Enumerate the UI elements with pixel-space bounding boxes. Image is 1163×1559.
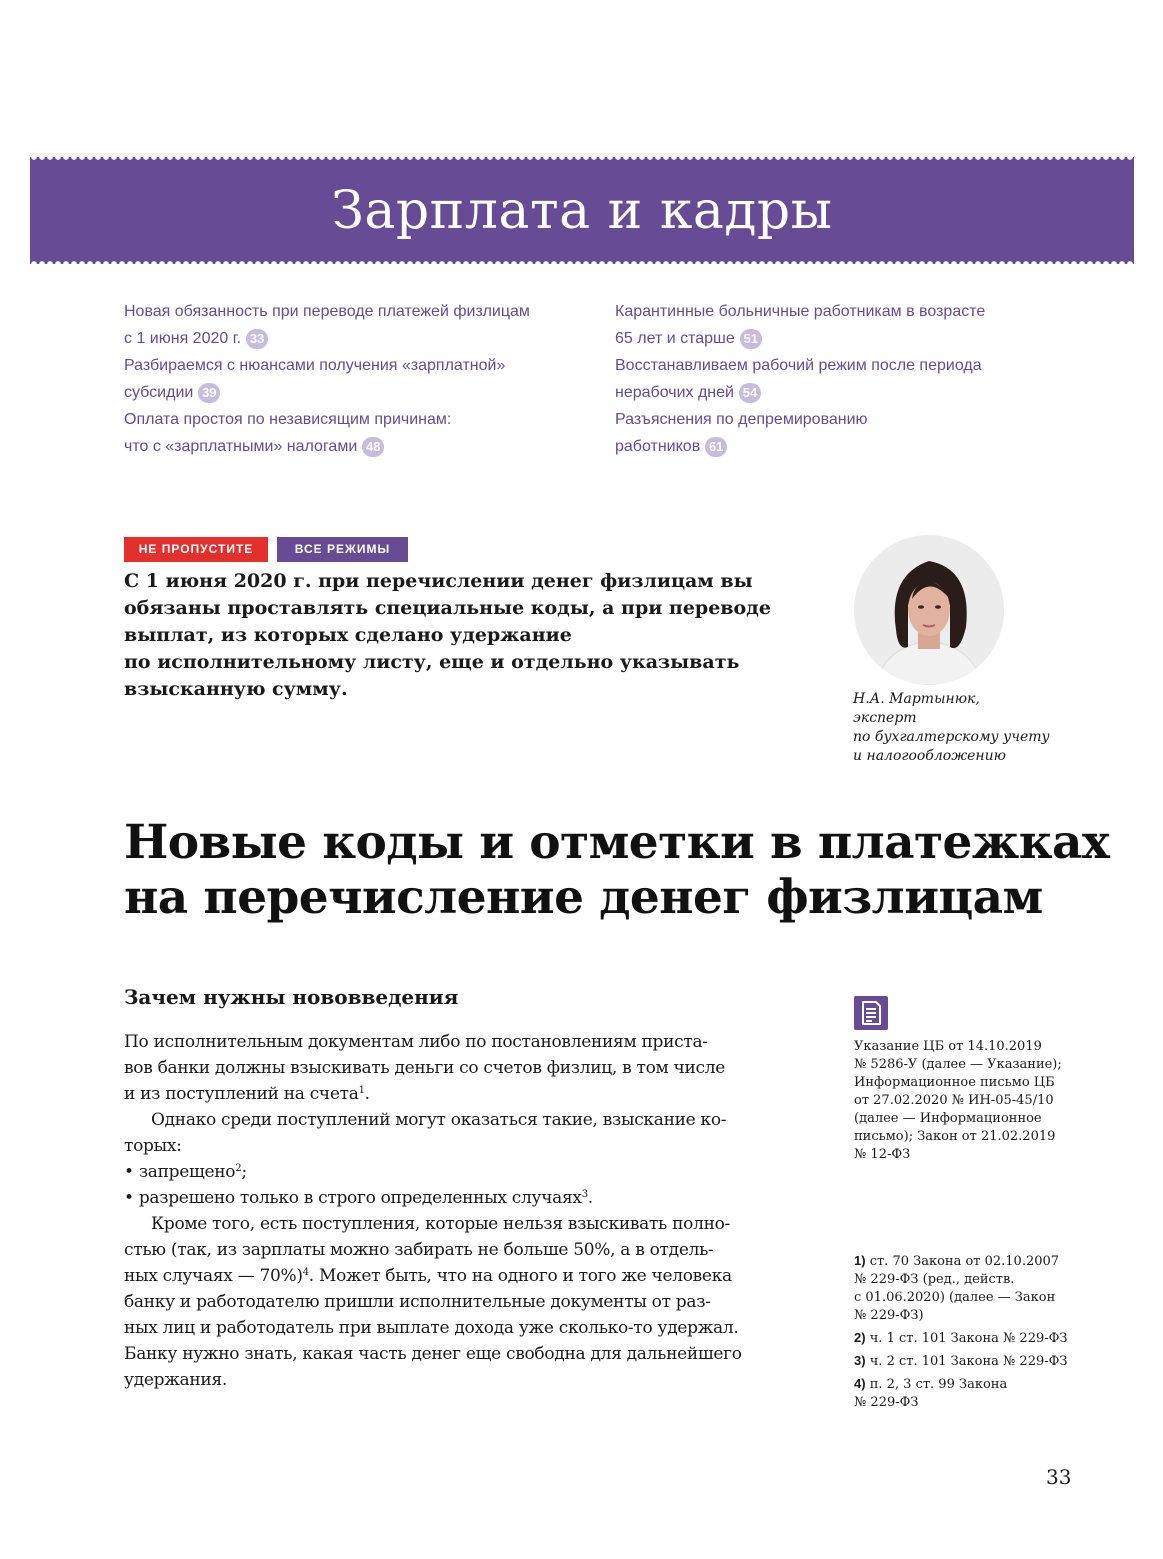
- author-role: эксперт: [853, 710, 917, 726]
- toc-right-column: [615, 298, 1055, 460]
- bullet-item: • разрешено только в строго определенных случаях$^3$.: [124, 1188, 593, 1208]
- section-banner: [30, 157, 1134, 264]
- toc-item-line: что с «зарплатными» налогами: [124, 438, 358, 455]
- toc-item-line: работников: [615, 438, 701, 455]
- author-portrait-icon: [854, 535, 1004, 685]
- footnote: 1) ст. 70 Закона от 02.10.2007 № 229-ФЗ (ред., действ. с 01.06.2020) (далее — Закон № 229-ФЗ): [854, 1253, 1060, 1323]
- footnote-number: 1): [854, 1253, 866, 1268]
- article-headline: [124, 815, 1124, 925]
- toc-item[interactable]: [615, 298, 1055, 352]
- body-line: удержания.: [124, 1370, 227, 1390]
- toc-item[interactable]: [124, 352, 564, 406]
- tag-dont-miss: НЕ ПРОПУСТИТЕ: [124, 537, 268, 562]
- body-line: банку и работодателю пришли исполнительные документы от раз-: [124, 1292, 711, 1312]
- article-section-title: Зачем нужны нововведения: [124, 985, 459, 1009]
- note-line: от 27.02.2020 № ИН-05-45/10: [854, 1093, 1054, 1108]
- page-number-badge: 48: [362, 437, 384, 457]
- body-line: ных случаях — 70%)$^4$. Может быть, что на одного и того же человека: [124, 1266, 732, 1286]
- footnote: 2) ч. 1 ст. 101 Закона № 229-ФЗ: [854, 1330, 1068, 1346]
- footnote-ref[interactable]: 1: [358, 1085, 365, 1096]
- body-line: По исполнительным документам либо по постановлениям пристa-: [124, 1032, 708, 1052]
- body-line: Однако среди поступлений могут оказаться такие, взыскание ко-: [151, 1110, 727, 1130]
- body-line: Кроме того, есть поступления, которые нельзя взыскивать полно-: [151, 1214, 730, 1234]
- lead-line: взысканную сумму.: [124, 678, 348, 700]
- body-line: ных лиц и работодатель при выплате дохода уже сколько-то удержал.: [124, 1318, 739, 1338]
- author-name: Н.А. Мартынюк,: [853, 691, 980, 707]
- footnote: 4) п. 2, 3 ст. 99 Закона № 229-ФЗ: [854, 1376, 1008, 1410]
- toc-item-line: Восстанавливаем рабочий режим после периода: [615, 357, 982, 374]
- toc-item[interactable]: [615, 406, 1055, 460]
- body-line: торых:: [124, 1136, 182, 1156]
- note-line: письмо); Закон от 21.02.2019: [854, 1129, 1056, 1144]
- footnote-ref[interactable]: 2: [235, 1163, 242, 1174]
- note-line: № 12-ФЗ: [854, 1147, 911, 1162]
- body-line: Банку нужно знать, какая часть денег еще свободна для дальнейшего: [124, 1344, 742, 1364]
- toc-item[interactable]: [615, 352, 1055, 406]
- toc-item-line: Карантинные больничные работникам в возрасте: [615, 303, 986, 320]
- author-role: по бухгалтерскому учету: [853, 729, 1050, 745]
- body-line: стью (так, из зарплаты можно забирать не больше 50%, а в отдель-: [124, 1240, 714, 1260]
- article-body: [124, 1029, 804, 1393]
- page-number-badge: 39: [198, 383, 220, 403]
- note-line: (далее — Информационное: [854, 1111, 1042, 1126]
- footnote-number: 3): [854, 1353, 866, 1368]
- toc-item-line: Новая обязанность при переводе платежей физлицам: [124, 303, 530, 320]
- author-photo: [854, 535, 1004, 685]
- bullet-item: • запрещено$^2$;: [124, 1162, 247, 1182]
- toc-item-line: Разъяснения по депремированию: [615, 411, 868, 428]
- footnotes: [854, 1252, 1084, 1416]
- note-line: Информационное письмо ЦБ: [854, 1075, 1055, 1090]
- author-caption: [853, 690, 1073, 766]
- toc-item-line: Оплата простоя по независящим причинам:: [124, 411, 452, 428]
- author-role: и налогообложению: [853, 748, 1006, 764]
- lead-line: С 1 июня 2020 г. при перечислении денег физлицам вы: [124, 570, 753, 592]
- toc-item-line: Разбираемся с нюансами получения «зарплатной»: [124, 357, 506, 374]
- toc-item-line: нерабочих дней: [615, 384, 734, 401]
- note-line: Указание ЦБ от 14.10.2019: [854, 1039, 1042, 1054]
- toc-item-line: с 1 июня 2020 г.: [124, 330, 242, 347]
- document-icon: [854, 996, 888, 1030]
- lead-paragraph: [124, 568, 824, 703]
- lead-line: обязаны проставлять специальные коды, а при переводе: [124, 597, 771, 619]
- tag-all-regimes: ВСЕ РЕЖИМЫ: [277, 537, 408, 562]
- page-number: 33: [1046, 1465, 1072, 1489]
- page-number-badge: 61: [705, 437, 727, 457]
- footnote: 3) ч. 2 ст. 101 Закона № 229-ФЗ: [854, 1353, 1068, 1369]
- toc-item-line: субсидии: [124, 384, 194, 401]
- toc-item-line: 65 лет и старше: [615, 330, 735, 347]
- lead-line: по исполнительному листу, еще и отдельно указывать: [124, 651, 740, 673]
- legal-reference-note: [854, 1038, 1074, 1164]
- footnote-ref[interactable]: 3: [581, 1189, 588, 1200]
- toc-item[interactable]: [124, 406, 564, 460]
- footnote-number: 4): [854, 1376, 866, 1391]
- footnote-number: 2): [854, 1330, 866, 1345]
- page-number-badge: 54: [739, 383, 761, 403]
- body-line: и из поступлений на счета$^1$.: [124, 1084, 370, 1104]
- headline-line: Новые коды и отметки в платежках: [124, 815, 1110, 870]
- toc-left-column: [124, 298, 564, 460]
- toc-item[interactable]: [124, 298, 564, 352]
- page-number-badge: 33: [246, 329, 268, 349]
- footnote-ref[interactable]: 4: [302, 1267, 309, 1278]
- note-line: № 5286-У (далее — Указание);: [854, 1057, 1062, 1072]
- lead-line: выплат, из которых сделано удержание: [124, 624, 572, 646]
- headline-line: на перечисление денег физлицам: [124, 870, 1043, 925]
- body-line: вов банки должны взыскивать деньги со счетов физлиц, в том числе: [124, 1058, 725, 1078]
- page-number-badge: 51: [740, 329, 762, 349]
- section-title: Зарплата и кадры: [331, 180, 833, 241]
